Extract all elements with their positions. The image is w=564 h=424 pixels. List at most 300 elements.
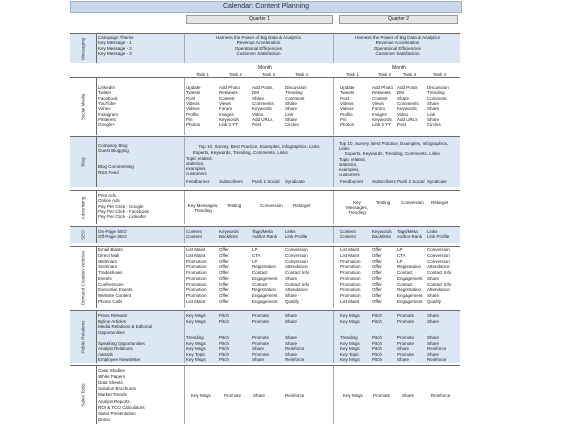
- task-cell[interactable]: Discussion: [427, 85, 449, 90]
- task-cell[interactable]: Promote: [397, 351, 415, 357]
- q1-message-cell[interactable]: Revenue Acceleration: [236, 40, 281, 46]
- task-cell[interactable]: Add Photo: [372, 85, 394, 90]
- task-cell[interactable]: Conversion: [285, 252, 308, 258]
- task-cell[interactable]: Post: [340, 95, 350, 101]
- task-cell[interactable]: Share: [253, 393, 266, 398]
- row-label[interactable]: Pay Per Click - Google: [98, 203, 144, 209]
- task-header[interactable]: Task 4: [295, 72, 309, 77]
- task-cell[interactable]: DM: [252, 90, 259, 96]
- row-label[interactable]: Guest Blogging: [98, 148, 129, 154]
- q2-message-cell[interactable]: Harness the Power of Big Data & Analytics: [354, 35, 441, 40]
- task-cell[interactable]: Promote: [252, 318, 270, 324]
- task-cell[interactable]: Push 2 Social: [397, 179, 425, 184]
- blog-topics-cell[interactable]: Top 10, Survey, Best Practice, Examples, Infographics, Links: [198, 144, 320, 149]
- task-cell[interactable]: Registration: [397, 287, 422, 293]
- task-cell[interactable]: Circles: [285, 122, 299, 128]
- task-cell[interactable]: Subscribers: [219, 179, 243, 184]
- task-cell[interactable]: Links: [285, 229, 296, 234]
- row-label[interactable]: Analyst Relations: [98, 346, 133, 352]
- task-cell[interactable]: Key Msgs: [191, 393, 211, 398]
- task-cell[interactable]: Offer: [372, 281, 382, 287]
- task-cell[interactable]: Feedburner: [340, 179, 364, 184]
- task-cell[interactable]: Promotion: [186, 264, 207, 270]
- task-cell[interactable]: LP: [397, 258, 403, 264]
- task-cell[interactable]: Pitch: [372, 351, 383, 357]
- task-cell[interactable]: CTA: [252, 252, 261, 258]
- task-cell[interactable]: Pitch: [372, 318, 383, 324]
- row-label[interactable]: Seminars: [98, 264, 118, 270]
- task-cell[interactable]: Promotion: [340, 287, 361, 293]
- task-cell[interactable]: Share: [427, 275, 440, 281]
- task-cell[interactable]: Offer: [219, 298, 229, 304]
- row-label[interactable]: Sales Presentation: [98, 410, 136, 416]
- row-label[interactable]: White Papers: [98, 374, 126, 380]
- task-cell[interactable]: Pitch: [372, 313, 383, 318]
- task-cell[interactable]: Share: [285, 100, 298, 106]
- task-cell[interactable]: Offer: [372, 264, 382, 270]
- task-cell[interactable]: Trending: [340, 335, 358, 341]
- task-cell[interactable]: Promotion: [186, 275, 207, 281]
- row-label[interactable]: RSS Feed: [98, 169, 119, 175]
- blog-experts-cell[interactable]: Experts, Keywords, Trending, Comments, Links: [345, 151, 440, 156]
- task-cell[interactable]: Views: [372, 100, 384, 106]
- task-cell[interactable]: Key Messages, Trending: [346, 200, 368, 215]
- task-cell[interactable]: Offer: [372, 247, 382, 252]
- month-header[interactable]: Month: [258, 65, 272, 71]
- task-cell[interactable]: Offer: [219, 281, 229, 287]
- blog-related-cell[interactable]: Topic related, statistics, examples, customers: [339, 157, 366, 177]
- row-label[interactable]: Google+: [98, 122, 116, 128]
- task-cell[interactable]: Content: [340, 229, 356, 234]
- task-cell[interactable]: List Maint: [340, 247, 360, 252]
- task-header[interactable]: Task 1: [196, 72, 210, 77]
- task-cell[interactable]: Contact: [397, 281, 413, 287]
- task-cell[interactable]: Subscribers: [372, 179, 396, 184]
- task-cell[interactable]: Pitch: [372, 335, 383, 341]
- row-label[interactable]: Case Studies: [98, 368, 125, 373]
- task-cell[interactable]: Pitch: [219, 351, 230, 357]
- row-label[interactable]: YouTube: [98, 100, 116, 106]
- row-label[interactable]: Market Trends: [98, 392, 127, 398]
- task-cell[interactable]: Videos: [340, 106, 354, 112]
- row-label[interactable]: Key Message - 3: [98, 50, 132, 56]
- task-cell[interactable]: Promotion: [340, 270, 361, 275]
- row-label[interactable]: Pinterest: [98, 116, 116, 122]
- task-cell[interactable]: Conversion: [427, 252, 450, 258]
- task-cell[interactable]: Registration: [397, 264, 422, 270]
- task-cell[interactable]: Offer: [372, 287, 382, 293]
- task-cell[interactable]: Pitch: [372, 340, 383, 346]
- task-cell[interactable]: Offer: [372, 293, 382, 298]
- task-cell[interactable]: Engagement: [252, 275, 278, 281]
- blog-topics-cell[interactable]: Top 10, Survey, Best Practice, Examples, Infographics, Links: [339, 141, 449, 151]
- row-label[interactable]: Awards: [98, 351, 113, 357]
- row-label[interactable]: On-Page SEO: [98, 229, 127, 234]
- task-cell[interactable]: Retarget: [293, 203, 311, 208]
- task-cell[interactable]: Pitch: [219, 313, 230, 318]
- task-cell[interactable]: Qualify: [285, 298, 300, 304]
- q1-message-cell[interactable]: Customer Satisfaction: [236, 50, 281, 56]
- task-cell[interactable]: Images: [219, 111, 234, 117]
- task-cell[interactable]: Engagement: [252, 293, 278, 298]
- task-cell[interactable]: Key Topic: [186, 351, 206, 357]
- task-cell[interactable]: Reinforce: [427, 357, 447, 363]
- task-cell[interactable]: Keywords: [219, 116, 239, 122]
- task-cell[interactable]: Key Msgs: [340, 318, 360, 324]
- task-cell[interactable]: List Maint: [186, 298, 206, 304]
- task-cell[interactable]: Key Msgs: [186, 313, 206, 318]
- task-cell[interactable]: Tags/Meta: [252, 229, 273, 234]
- row-label[interactable]: Campaign Theme: [98, 35, 134, 40]
- task-cell[interactable]: Reinforce: [285, 393, 305, 398]
- task-cell[interactable]: Share: [397, 95, 410, 101]
- task-cell[interactable]: Offer: [372, 298, 382, 304]
- task-cell[interactable]: Share: [427, 335, 440, 341]
- task-cell[interactable]: Comments: [397, 100, 419, 106]
- task-cell[interactable]: Share: [427, 318, 440, 324]
- task-cell[interactable]: Pitch: [219, 335, 230, 341]
- task-header[interactable]: Task 2: [229, 72, 243, 77]
- task-cell[interactable]: Offer: [219, 275, 229, 281]
- row-label[interactable]: Pay Per Click - LinkedIn: [98, 214, 147, 220]
- task-cell[interactable]: Promotion: [340, 275, 361, 281]
- task-cell[interactable]: Views: [219, 100, 231, 106]
- task-cell[interactable]: Share: [427, 313, 440, 318]
- task-cell[interactable]: Tweets: [186, 90, 201, 96]
- task-cell[interactable]: LP: [252, 258, 258, 264]
- task-cell[interactable]: Share: [252, 95, 265, 101]
- task-cell[interactable]: Share: [285, 116, 298, 122]
- task-cell[interactable]: Keywords: [252, 106, 272, 112]
- task-cell[interactable]: Keywords: [219, 229, 239, 234]
- row-label[interactable]: Facebook: [98, 95, 118, 101]
- task-cell[interactable]: Attendance: [427, 287, 450, 293]
- task-cell[interactable]: Offer: [219, 247, 229, 252]
- row-label[interactable]: Speaking Opportunities: [98, 340, 145, 346]
- task-cell[interactable]: Circles: [427, 122, 441, 128]
- task-cell[interactable]: Key Msgs: [186, 318, 206, 324]
- task-cell[interactable]: Tweets: [340, 90, 355, 96]
- task-cell[interactable]: Promote: [252, 335, 270, 341]
- task-cell[interactable]: Attendance: [285, 287, 308, 293]
- row-label[interactable]: Employee Newsletter: [98, 357, 141, 363]
- task-cell[interactable]: List Maint: [340, 298, 360, 304]
- task-cell[interactable]: Contact: [397, 270, 413, 275]
- task-cell[interactable]: Share: [427, 116, 440, 122]
- task-cell[interactable]: Keywords: [372, 116, 392, 122]
- task-cell[interactable]: Key Msgs: [186, 357, 206, 363]
- task-cell[interactable]: Content: [186, 234, 202, 240]
- blog-related-cell[interactable]: Topic related, statistics, examples, customers: [186, 156, 213, 176]
- task-cell[interactable]: Attendance: [427, 264, 450, 270]
- task-cell[interactable]: Promote: [397, 318, 415, 324]
- task-cell[interactable]: Offer: [219, 264, 229, 270]
- task-cell[interactable]: Forum: [219, 106, 233, 112]
- task-cell[interactable]: Key Msgs: [186, 340, 206, 346]
- task-cell[interactable]: Promotion: [186, 258, 207, 264]
- row-label[interactable]: Direct Mail: [98, 252, 120, 258]
- task-cell[interactable]: Promotion: [186, 287, 207, 293]
- task-cell[interactable]: Engagement: [397, 293, 423, 298]
- task-cell[interactable]: Link Profile: [285, 234, 308, 240]
- task-cell[interactable]: Comments: [252, 100, 274, 106]
- row-label[interactable]: Media Relations & Editorial: [98, 324, 153, 330]
- task-cell[interactable]: Pitch: [372, 346, 383, 352]
- task-header[interactable]: Task 3: [403, 72, 417, 77]
- row-label[interactable]: Vimeo: [98, 106, 111, 112]
- task-cell[interactable]: Syndicate: [427, 179, 447, 184]
- task-cell[interactable]: Share: [427, 340, 440, 346]
- row-label[interactable]: Analyst Reports: [98, 398, 130, 404]
- task-cell[interactable]: Promote: [252, 340, 270, 346]
- row-label[interactable]: Key Message - 2: [98, 45, 132, 51]
- row-label[interactable]: Conferences: [98, 281, 124, 287]
- task-cell[interactable]: Promote: [373, 393, 391, 398]
- task-cell[interactable]: Pitch: [219, 346, 230, 352]
- task-cell[interactable]: Key Msgs: [340, 340, 360, 346]
- blog-experts-cell[interactable]: Experts, Keywords, Trending, Comments, Links: [193, 150, 288, 155]
- task-cell[interactable]: Promote: [397, 340, 415, 346]
- row-label[interactable]: LinkedIn: [98, 85, 116, 90]
- task-cell[interactable]: Add Posts: [397, 85, 418, 90]
- task-cell[interactable]: Offer: [219, 270, 229, 275]
- task-cell[interactable]: Share: [285, 275, 298, 281]
- task-cell[interactable]: Promotion: [340, 293, 361, 298]
- task-cell[interactable]: List Maint: [186, 247, 206, 252]
- task-cell[interactable]: Share: [427, 106, 440, 112]
- task-cell[interactable]: Add Photo: [219, 85, 241, 90]
- row-label[interactable]: Key Message - 1: [98, 40, 132, 46]
- task-cell[interactable]: Promote: [397, 313, 415, 318]
- task-cell[interactable]: Share: [397, 346, 410, 352]
- task-cell[interactable]: Testing: [227, 203, 242, 208]
- task-cell[interactable]: Key Msgs: [186, 346, 206, 352]
- task-cell[interactable]: Photos: [186, 122, 201, 128]
- task-cell[interactable]: Contest: [372, 95, 388, 101]
- task-cell[interactable]: LP: [397, 247, 403, 252]
- task-header[interactable]: Task 3: [262, 72, 276, 77]
- row-label[interactable]: Data Sheets: [98, 380, 123, 386]
- row-label[interactable]: Webinars: [98, 258, 117, 264]
- task-cell[interactable]: Promotion: [186, 293, 207, 298]
- task-cell[interactable]: Pitch: [219, 340, 230, 346]
- task-cell[interactable]: Promote: [252, 313, 270, 318]
- task-cell[interactable]: Qualify: [427, 298, 442, 304]
- row-label[interactable]: Print Ads: [98, 193, 117, 198]
- task-cell[interactable]: Profile: [340, 111, 353, 117]
- row-label[interactable]: Tradeshows: [98, 270, 123, 275]
- task-cell[interactable]: Engagement: [397, 275, 423, 281]
- task-cell[interactable]: Push 2 Social: [252, 179, 280, 184]
- task-cell[interactable]: Promote: [397, 335, 415, 341]
- task-header[interactable]: Task 2: [378, 72, 392, 77]
- task-cell[interactable]: Registration: [252, 264, 277, 270]
- task-cell[interactable]: Link 2 YT: [219, 122, 238, 128]
- task-cell[interactable]: Contact Info: [285, 270, 310, 275]
- task-cell[interactable]: Pin: [340, 116, 347, 122]
- task-cell[interactable]: Post: [186, 95, 196, 101]
- task-cell[interactable]: Pin: [186, 116, 193, 122]
- task-cell[interactable]: Update: [186, 85, 201, 90]
- task-cell[interactable]: Trending: [427, 90, 445, 96]
- row-label[interactable]: Twitter: [98, 90, 112, 96]
- task-cell[interactable]: Contact Info: [427, 270, 452, 275]
- task-cell[interactable]: Videos: [340, 100, 354, 106]
- task-cell[interactable]: Offer: [219, 287, 229, 293]
- task-cell[interactable]: Contact Info: [427, 281, 452, 287]
- task-cell[interactable]: List Maint: [340, 252, 360, 258]
- task-cell[interactable]: Offer: [372, 252, 382, 258]
- task-cell[interactable]: Discussion: [285, 85, 307, 90]
- task-cell[interactable]: Video: [397, 111, 409, 117]
- task-cell[interactable]: Retweets: [219, 90, 238, 96]
- task-cell[interactable]: Post: [252, 122, 262, 128]
- task-cell[interactable]: Share: [402, 393, 415, 398]
- task-cell[interactable]: Conversion: [285, 258, 308, 264]
- task-cell[interactable]: Key Msgs: [340, 357, 360, 363]
- task-cell[interactable]: Comment: [427, 95, 447, 101]
- task-cell[interactable]: Share: [285, 340, 298, 346]
- row-label[interactable]: Phone Calls: [98, 298, 123, 304]
- task-cell[interactable]: DM: [397, 90, 404, 96]
- task-cell[interactable]: Conversion: [260, 203, 283, 208]
- task-cell[interactable]: Share: [427, 351, 440, 357]
- task-cell[interactable]: Backlinks: [219, 234, 239, 240]
- task-cell[interactable]: Offer: [372, 270, 382, 275]
- task-cell[interactable]: Offer: [372, 275, 382, 281]
- task-cell[interactable]: Tags/Meta: [397, 229, 418, 234]
- task-cell[interactable]: Share: [252, 346, 265, 352]
- q2-message-cell[interactable]: Customer Satisfaction: [375, 50, 420, 56]
- task-cell[interactable]: Add URLs: [397, 116, 418, 122]
- task-cell[interactable]: Reinforce: [427, 346, 447, 352]
- row-label[interactable]: Pay Per Click - Facebook: [98, 208, 149, 214]
- task-cell[interactable]: Contact: [252, 270, 268, 275]
- task-cell[interactable]: Content: [186, 229, 202, 234]
- task-cell[interactable]: Offer: [372, 258, 382, 264]
- task-cell[interactable]: Share: [285, 106, 298, 112]
- task-cell[interactable]: Profile: [186, 111, 199, 117]
- row-label[interactable]: ROI & TCO Calculators: [98, 404, 145, 410]
- task-cell[interactable]: Reinforce: [285, 357, 305, 363]
- task-cell[interactable]: List Maint: [186, 252, 206, 258]
- task-cell[interactable]: Link 2 YT: [372, 122, 391, 128]
- task-cell[interactable]: Reinforce: [431, 393, 451, 398]
- task-cell[interactable]: Author Rank: [252, 234, 278, 240]
- row-label[interactable]: Company Blog: [98, 143, 128, 148]
- task-cell[interactable]: Share: [252, 357, 265, 363]
- task-cell[interactable]: Author Rank: [397, 234, 423, 240]
- task-cell[interactable]: Comment: [285, 95, 305, 101]
- task-cell[interactable]: Conversion: [427, 258, 450, 264]
- task-cell[interactable]: Link: [427, 111, 436, 117]
- task-cell[interactable]: Link: [285, 111, 294, 117]
- row-label[interactable]: Demo: [98, 416, 111, 422]
- row-label[interactable]: Opportunities: [98, 329, 125, 335]
- task-cell[interactable]: Offer: [219, 258, 229, 264]
- row-label[interactable]: Press Release: [98, 313, 128, 318]
- task-cell[interactable]: Conversion: [427, 247, 450, 252]
- task-cell[interactable]: Key Msgs: [343, 393, 363, 398]
- task-cell[interactable]: Keywords: [372, 229, 392, 234]
- task-cell[interactable]: Backlinks: [372, 234, 392, 240]
- task-cell[interactable]: Conversion: [401, 200, 424, 205]
- task-cell[interactable]: LP: [252, 247, 258, 252]
- task-cell[interactable]: Contact: [252, 281, 268, 287]
- row-label[interactable]: Instagram: [98, 111, 119, 117]
- task-cell[interactable]: Promote: [224, 393, 242, 398]
- task-cell[interactable]: Key Msgs: [340, 313, 360, 318]
- task-cell[interactable]: Promotion: [340, 264, 361, 270]
- q2-message-cell[interactable]: Revenue Acceleration: [375, 40, 420, 46]
- task-cell[interactable]: Key Messages, Trending: [187, 203, 219, 213]
- task-cell[interactable]: Testing: [376, 200, 391, 205]
- task-cell[interactable]: Contact Info: [285, 281, 310, 287]
- task-cell[interactable]: Retarget: [431, 200, 449, 205]
- task-cell[interactable]: Key Topic: [340, 351, 360, 357]
- task-cell[interactable]: Share: [427, 100, 440, 106]
- task-cell[interactable]: Pitch: [219, 318, 230, 324]
- task-header[interactable]: Task 1: [346, 72, 360, 77]
- task-cell[interactable]: Feedburner: [186, 179, 210, 184]
- task-cell[interactable]: Reinforce: [285, 346, 305, 352]
- row-label[interactable]: Events: [98, 275, 112, 281]
- task-cell[interactable]: Add URLs: [252, 116, 273, 122]
- row-label[interactable]: Off-Page SEO: [98, 234, 127, 240]
- task-cell[interactable]: Attendance: [285, 264, 308, 270]
- task-cell[interactable]: Videos: [186, 100, 200, 106]
- task-cell[interactable]: Registration: [252, 287, 277, 293]
- row-label[interactable]: Email Blasts: [98, 247, 123, 252]
- task-cell[interactable]: Update: [340, 85, 355, 90]
- task-cell[interactable]: Trending: [285, 90, 303, 96]
- task-cell[interactable]: Key Msgs: [340, 346, 360, 352]
- task-cell[interactable]: Post: [397, 122, 407, 128]
- row-label[interactable]: Solution Brochures: [98, 386, 137, 392]
- task-cell[interactable]: Contest: [219, 95, 235, 101]
- task-cell[interactable]: Promotion: [186, 270, 207, 275]
- task-cell[interactable]: Videos: [186, 106, 200, 112]
- task-cell[interactable]: Trending: [186, 335, 204, 341]
- task-cell[interactable]: CTA: [397, 252, 406, 258]
- task-cell[interactable]: Share: [285, 293, 298, 298]
- task-cell[interactable]: Forum: [372, 106, 386, 112]
- task-cell[interactable]: Engagement: [252, 298, 278, 304]
- task-cell[interactable]: Engagement: [397, 298, 423, 304]
- q1-message-cell[interactable]: Operational Efficiencies: [234, 45, 283, 51]
- task-cell[interactable]: Retweets: [372, 90, 391, 96]
- row-label[interactable]: Byline Articles: [98, 318, 127, 324]
- row-label[interactable]: Blog Commenting: [98, 164, 134, 170]
- task-cell[interactable]: Promotion: [186, 281, 207, 287]
- task-cell[interactable]: Pitch: [372, 357, 383, 363]
- row-label[interactable]: Website Content: [98, 293, 132, 298]
- task-cell[interactable]: Promotion: [340, 281, 361, 287]
- task-cell[interactable]: Photos: [340, 122, 355, 128]
- month-header[interactable]: Month: [392, 65, 406, 71]
- row-label[interactable]: Executive Events: [98, 287, 133, 293]
- task-cell[interactable]: Link Profile: [427, 234, 450, 240]
- task-cell[interactable]: Promotion: [340, 258, 361, 264]
- task-cell[interactable]: Keywords: [397, 106, 417, 112]
- task-cell[interactable]: Share: [285, 351, 298, 357]
- task-cell[interactable]: Add Posts: [252, 85, 273, 90]
- task-cell[interactable]: Images: [372, 111, 387, 117]
- task-cell[interactable]: Share: [285, 335, 298, 341]
- task-cell[interactable]: Offer: [219, 293, 229, 298]
- task-cell[interactable]: Pitch: [219, 357, 230, 363]
- task-cell[interactable]: Share: [427, 293, 440, 298]
